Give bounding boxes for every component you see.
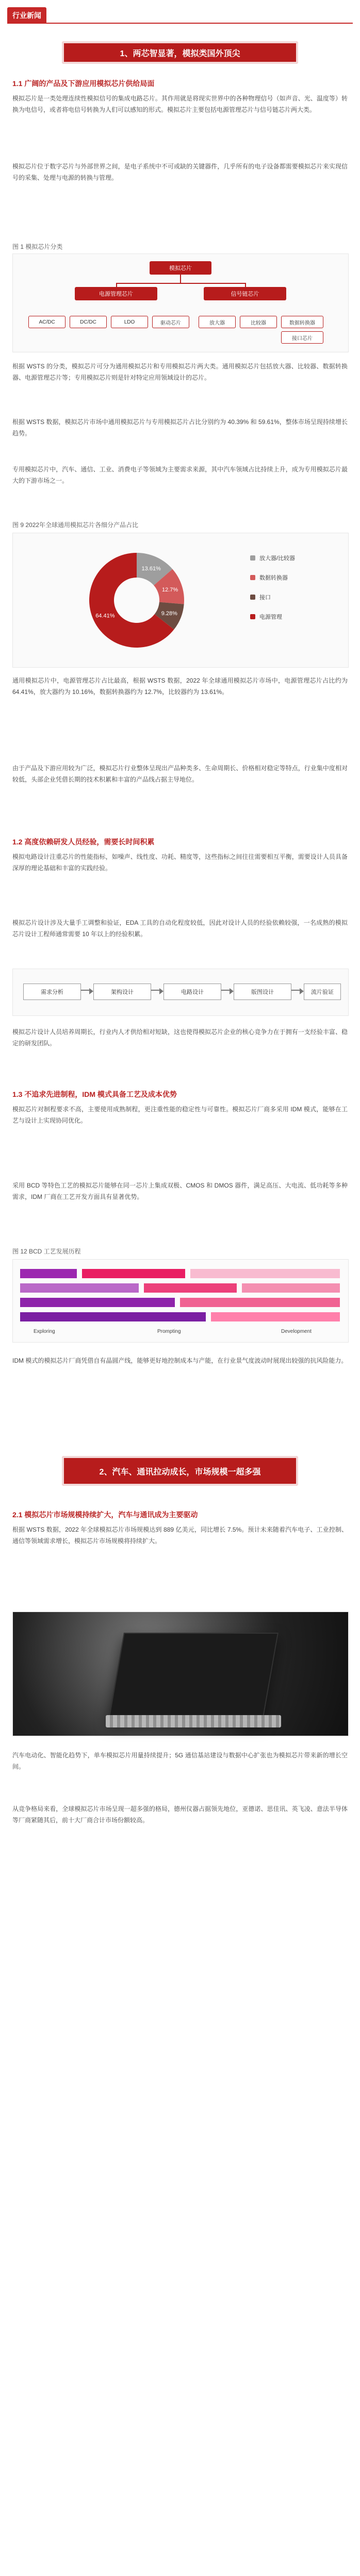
paragraph-12: 采用 BCD 等特色工艺的模拟芯片能够在同一芯片上集成双极、CMOS 和 DMOS 器件，满足高压、大电流、低功耗等多种需求，IDM 厂商在工艺开发方面具有显著优势。 (12, 1182, 348, 1200)
timeline-seg-2b (144, 1283, 237, 1293)
timeline-label-3: Development (281, 1329, 312, 1334)
legend-label-4: 电源管理 (259, 614, 282, 620)
timeline-seg-3a (20, 1298, 175, 1307)
legend-item-2 (250, 573, 295, 582)
org-leaf-driver: 驱动芯片 (152, 316, 189, 328)
chip-pins (106, 1715, 281, 1727)
org-connector-right (245, 283, 246, 287)
timeline-seg-3b (180, 1298, 340, 1307)
org-leaf-ldo: LDO (111, 316, 148, 328)
org-leaf-acdc: AC/DC (28, 316, 66, 328)
org-leaf-converter: 数据转换器 (281, 316, 323, 328)
timeline-row-4 (20, 1312, 340, 1321)
legend-swatch-4 (250, 614, 255, 619)
flow-step-2: 架构设计 (93, 984, 151, 1000)
figure-1-caption: 图 1 模拟芯片分类 (12, 243, 63, 250)
legend-swatch-3 (250, 595, 255, 600)
paragraph-1: 模拟芯片是一类处理连续性模拟信号的集成电路芯片。其作用就是将现实世界中的各种物理信号（如声音、光、温度等）转换为电信号，或者将电信号转换为人们可以感知的形式。模拟芯片主要包括电源管理芯片与信号链芯片两大类。 (12, 95, 348, 113)
pie-label-2: 12.7% (162, 586, 178, 593)
section-1-ribbon (62, 41, 298, 64)
paragraph-13: IDM 模式的模拟芯片厂商凭借自有晶圆产线，能够更好地控制成本与产能，在行业景气度波动时展现出较强的抗风险能力。 (12, 1357, 348, 1364)
pie-center (115, 579, 158, 622)
paragraph-5: 专用模拟芯片中，汽车、通信、工业、消费电子等领域为主要需求来源，其中汽车领域占比持续上升，成为专用模拟芯片最大的下游市场之一。 (12, 466, 348, 484)
paragraph-6: 通用模拟芯片中，电源管理芯片占比最高，根据 WSTS 数据，2022 年全球通用模拟芯片市场中，电源管理芯片占比约为 64.41%，放大器约为 10.16%，数据转换器约为 12.7%，比较器约为 13.61%。 (12, 677, 348, 696)
timeline-label-2: Prompting (157, 1329, 181, 1334)
org-connector-left (116, 283, 117, 287)
paragraph-16: 从竞争格局来看，全球模拟芯片市场呈现一超多强的格局，德州仪器占据领先地位，亚德诺、思佳讯、英飞凌、意法半导体等厂商紧随其后，前十大厂商合计市场份额较高。 (12, 1805, 348, 1824)
subheading-1-1: 1.1 广阔的产品及下游应用模拟芯片供给局面 (12, 79, 155, 88)
legend-item-4 (250, 613, 295, 621)
pie-chart (13, 533, 348, 667)
section-2-ribbon (62, 1456, 298, 1486)
timeline-seg-1c (190, 1269, 340, 1278)
legend-label-2: 数据转换器 (259, 575, 288, 581)
chip-body (108, 1633, 279, 1720)
timeline-seg-2c (242, 1283, 340, 1293)
timeline-seg-1b (82, 1269, 185, 1278)
industry-news-badge: 行业新闻 (7, 7, 46, 24)
paragraph-10: 模拟芯片设计人员培养周期长，行业内人才供给相对短缺，这也使得模拟芯片企业的核心竞争力在于拥有一支经验丰富、稳定的研发团队。 (12, 1028, 348, 1047)
subheading-1-2: 1.2 高度依赖研发人员经验，需要长时间积累 (12, 838, 155, 846)
paragraph-9: 模拟芯片设计涉及大量手工调整和验证，EDA 工具的自动化程度较低，因此对设计人员的经验依赖较强，一名成熟的模拟芯片设计工程师通常需要 10 年以上的经验积累。 (12, 919, 348, 938)
org-branch-power: 电源管理芯片 (75, 287, 157, 300)
flow-arrow-2 (151, 990, 163, 993)
chart-legend (250, 554, 295, 632)
legend-swatch-1 (250, 555, 255, 561)
flow-arrow-3 (221, 990, 234, 993)
flow-step-4: 版图设计 (234, 984, 291, 1000)
org-connector-root (180, 275, 181, 283)
paragraph-2: 模拟芯片位于数字芯片与外部世界之间，是电子系统中不可或缺的关键器件，几乎所有的电子设备都需要模拟芯片来实现信号的采集、处理与电源的转换与管理。 (12, 163, 348, 181)
design-flow-figure (12, 969, 349, 1016)
paragraph-3: 根据 WSTS 的分类，模拟芯片可分为通用模拟芯片和专用模拟芯片两大类。通用模拟芯片包括放大器、比较器、数据转换器、电源管理芯片等；专用模拟芯片则是针对特定应用领域设计的芯片。 (12, 363, 348, 381)
timeline-label-1: Exploring (34, 1329, 55, 1334)
org-root: 模拟芯片 (150, 261, 211, 275)
timeline-row-2 (20, 1283, 340, 1293)
org-leaf-comparator: 比较器 (240, 316, 277, 328)
classification-figure (12, 253, 349, 352)
org-leaf-dcdc: DC/DC (70, 316, 107, 328)
org-connector-branches (116, 283, 245, 284)
org-leaf-interface: 接口芯片 (281, 331, 323, 344)
paragraph-15: 汽车电动化、智能化趋势下，单车模拟芯片用量持续提升；5G 通信基站建设与数据中心扩张也为模拟芯片带来新的增长空间。 (12, 1752, 348, 1770)
legend-item-3 (250, 593, 295, 601)
flow-arrow-4 (291, 990, 304, 993)
paragraph-7: 由于产品及下游应用较为广泛，模拟芯片行业整体呈现出产品种类多、生命周期长、价格相对稳定等特点，行业集中度相对较低，头部企业凭借长期的技术积累和丰富的产品线占据主导地位。 (12, 765, 348, 783)
legend-label-1: 放大器/比较器 (259, 555, 296, 562)
chart-caption: 图 9 2022年全球通用模拟芯片各细分产品占比 (12, 521, 139, 529)
pie-label-4: 64.41% (95, 613, 115, 619)
legend-item-1 (250, 554, 295, 562)
paragraph-11: 模拟芯片对制程要求不高，主要使用成熟制程，更注重性能的稳定性与可靠性。模拟芯片厂商多采用 IDM 模式，能够在工艺与设计上实现协同优化。 (12, 1106, 348, 1124)
paragraph-14: 根据 WSTS 数据，2022 年全球模拟芯片市场规模达到 889 亿美元，同比增长 7.5%。预计未来随着汽车电子、工业控制、通信等领域需求增长，模拟芯片市场规模将持续扩大。 (12, 1526, 348, 1545)
pie-label-3: 9.28% (161, 610, 177, 617)
bcd-timeline-figure (12, 1259, 349, 1343)
flow-step-3: 电路设计 (163, 984, 221, 1000)
subheading-2-1: 2.1 模拟芯片市场规模持续扩大，汽车与通讯成为主要驱动 (12, 1511, 198, 1519)
legend-label-3: 接口 (259, 595, 271, 601)
flow-step-5: 流片验证 (304, 984, 341, 1000)
paragraph-4: 根据 WSTS 数据，模拟芯片市场中通用模拟芯片与专用模拟芯片占比分别约为 40.39% 和 59.61%，整体市场呈现持续增长趋势。 (12, 418, 348, 437)
legend-swatch-2 (250, 575, 255, 580)
pie-label-1: 13.61% (141, 566, 161, 572)
header-divider (7, 23, 353, 24)
chip-photo (12, 1612, 349, 1736)
org-leaf-amplifier: 放大器 (199, 316, 236, 328)
timeline-row-1 (20, 1269, 340, 1278)
org-branch-signal: 信号链芯片 (204, 287, 286, 300)
timeline-seg-4b (211, 1312, 340, 1321)
timeline-seg-4a (20, 1312, 206, 1321)
paragraph-8: 模拟电路设计注重芯片的性能指标，如噪声、线性度、功耗、精度等，这些指标之间往往需要相互平衡，需要设计人员具备深厚的理论基础和丰富的实践经验。 (12, 853, 348, 872)
section-1-title: 1、两芯智显著，模拟类国外顶尖 (120, 49, 240, 58)
timeline-caption: 图 12 BCD 工艺发展历程 (12, 1248, 81, 1255)
subheading-1-3: 1.3 不追求先进制程，IDM 模式具备工艺及成本优势 (12, 1090, 177, 1098)
section-2-title: 2、汽车、通讯拉动成长，市场规模一超多强 (99, 1467, 261, 1477)
flow-step-1: 需求分析 (23, 984, 81, 1000)
timeline-seg-1a (20, 1269, 77, 1278)
timeline-seg-2a (20, 1283, 139, 1293)
pie-chart-figure (12, 533, 349, 668)
timeline-row-3 (20, 1298, 340, 1307)
flow-arrow-1 (81, 990, 93, 993)
